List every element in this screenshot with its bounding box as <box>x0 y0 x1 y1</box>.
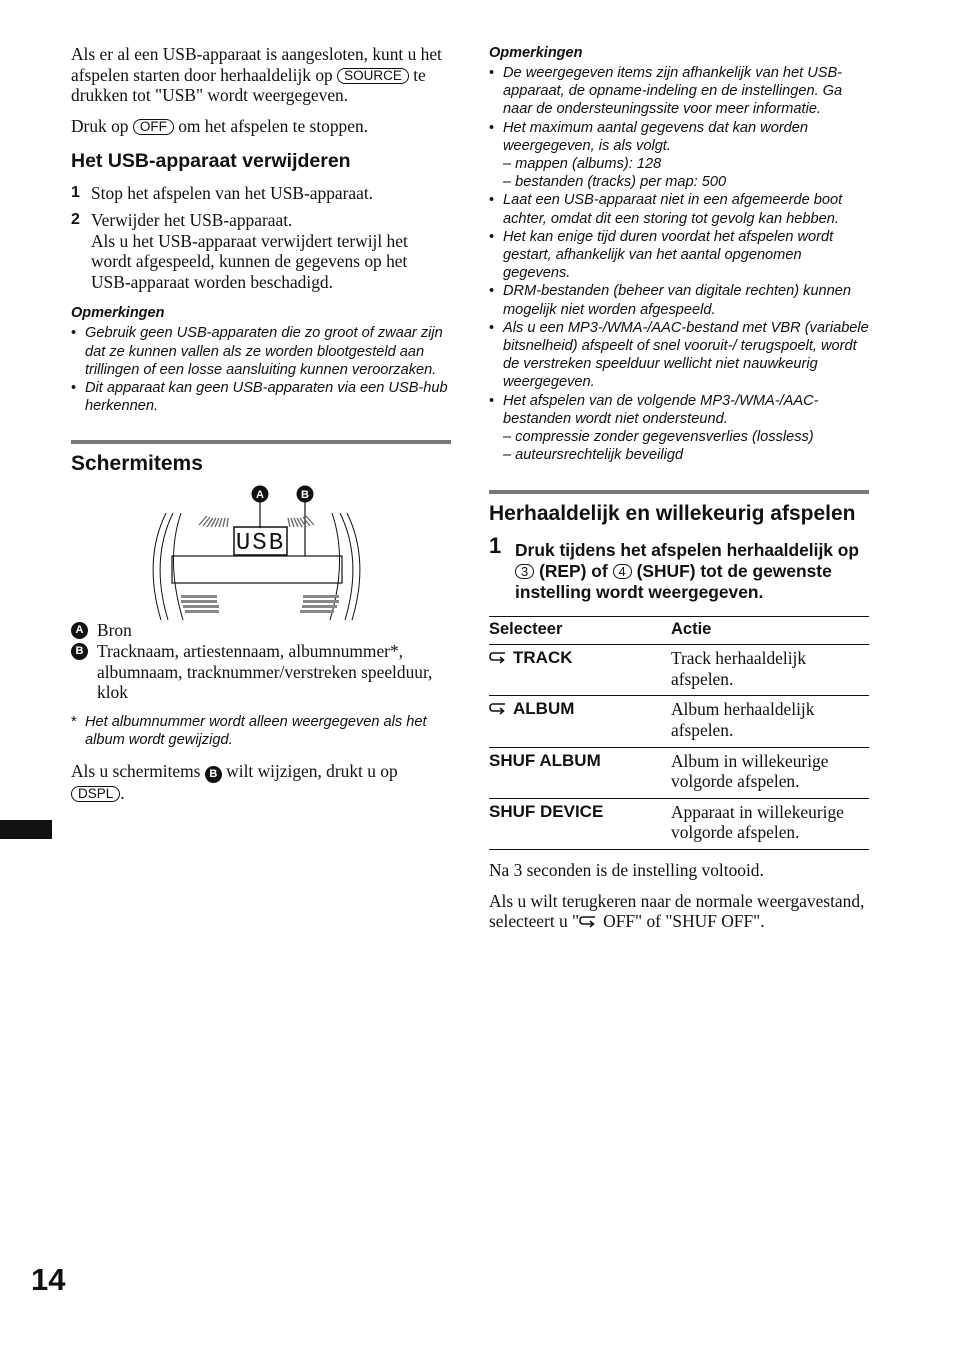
change-text-b: wilt wijzigen, drukt u op <box>226 761 398 782</box>
notes-title: Opmerkingen <box>71 305 165 322</box>
remove-usb-heading: Het USB-apparaat verwijderen <box>71 150 351 173</box>
table-row <box>489 747 869 798</box>
note-subline: – auteursrechtelijk beveiligd <box>503 447 684 464</box>
change-text-end: . <box>120 783 125 804</box>
schermitems-heading: Schermitems <box>71 452 203 476</box>
remove-step-1 <box>71 183 451 204</box>
table-row <box>489 696 869 747</box>
key-4: 4 <box>613 564 632 579</box>
note-subline: – bestanden (tracks) per map: 500 <box>503 174 727 191</box>
select-cell <box>489 645 671 696</box>
step-text-b: (REP) of <box>539 561 608 582</box>
change-items-paragraph <box>71 761 451 804</box>
repeat-shuffle-heading: Herhaaldelijk en willekeurig afspelen <box>489 502 856 526</box>
step-text-c: (SHUF) tot de gewenste instelling wordt weergegeven. <box>515 561 832 602</box>
bezel-left-edge <box>173 513 183 620</box>
return-text-b: OFF" of "SHUF OFF". <box>603 911 765 932</box>
notes-title: Opmerkingen <box>489 45 583 61</box>
note-item <box>489 228 869 283</box>
section-rule <box>489 490 869 494</box>
badge-b-inline: B <box>205 766 222 783</box>
footnote-text: Het albumnummer wordt alleen weergegeven als het album wordt gewijzigd. <box>85 713 427 748</box>
remove-step-2 <box>71 210 451 292</box>
segment-arc-right <box>288 516 314 527</box>
select-cell: SHUF ALBUM <box>489 747 671 798</box>
select-label: ALBUM <box>513 699 575 719</box>
return-text-a: Als u wilt terugkeren naar de normale weergavestand, selecteert u " <box>489 890 865 932</box>
display-legend <box>71 620 451 702</box>
select-cell: SHUF DEVICE <box>489 798 671 849</box>
note-item <box>489 191 869 227</box>
callout-b-label: B <box>301 489 309 502</box>
dspl-key: DSPL <box>71 786 120 802</box>
legend-item-b <box>71 641 451 703</box>
segment-arc-left <box>199 516 228 527</box>
settings-table <box>489 616 869 850</box>
step-number: 2 <box>71 210 80 228</box>
change-text-a: Als u schermitems <box>71 761 201 782</box>
note-subline: – compressie zonder gegevensverlies (lossless) <box>503 429 814 446</box>
repeat-icon <box>489 650 509 664</box>
source-display-text: USB <box>235 530 286 558</box>
note-text: Laat een USB-apparaat niet in een afgemeerde boot achter, omdat dit een storing tot gevolg kan hebben. <box>503 192 843 227</box>
note-text: Het kan enige tijd duren voordat het afspelen wordt gestart, afhankelijk van het aantal opgenomen gegevens. <box>503 228 834 282</box>
repeat-icon <box>489 701 509 715</box>
repeat-icon <box>579 914 599 928</box>
note-item <box>489 64 869 119</box>
callout-a-label: A <box>256 489 264 502</box>
completion-paragraph: Na 3 seconden is de instelling voltooid. <box>489 860 764 880</box>
left-column <box>71 44 451 814</box>
step-text-a: Druk tijdens het afspelen herhaaldelijk op <box>515 540 860 561</box>
bezel-right-edge <box>330 513 340 620</box>
step-number: 1 <box>71 184 80 202</box>
schermitems-section <box>71 440 451 803</box>
key-3: 3 <box>515 564 534 579</box>
table-row <box>489 645 869 696</box>
note-text: Het afspelen van de volgende MP3-/WMA-/AAC-bestanden wordt niet ondersteund. <box>503 392 819 427</box>
off-text-b: om het afspelen te stoppen. <box>178 115 368 136</box>
lower-left-indicators <box>181 595 219 613</box>
remove-notes <box>71 304 451 415</box>
note-item: • Dit apparaat kan geen USB-apparaten via een USB-hub herkennen. <box>71 379 451 415</box>
intro-paragraph-off <box>71 116 451 137</box>
badge-a: A <box>71 622 88 639</box>
page-number: 14 <box>31 1262 66 1297</box>
step-number: 1 <box>489 533 502 559</box>
action-cell: Track herhaaldelijk afspelen. <box>671 645 869 696</box>
action-cell: Album in willekeurige volgorde afspelen. <box>671 747 869 798</box>
intro-text-b: te drukken tot "USB" wordt weergegeven. <box>71 64 426 106</box>
return-paragraph <box>489 891 869 932</box>
footnote-mark: * <box>71 713 77 730</box>
lower-right-indicators <box>300 595 339 613</box>
legend-text: Bron <box>97 620 132 641</box>
legend-text: Tracknaam, artiestennaam, albumnummer*, albumnaam, tracknummer/verstreken speelduur, klok <box>97 640 433 703</box>
intro-text-a: Als er al een USB-apparaat is aangesloten, kunt u het afspelen starten door herhaaldelijk op <box>71 44 442 85</box>
action-cell: Album herhaaldelijk afspelen. <box>671 696 869 747</box>
step-extra-text: Als u het USB-apparaat verwijdert terwijl het wordt afgespeeld, kunnen de gegevens op het USB-apparaat worden beschadigd. <box>91 230 408 292</box>
note-subline: – mappen (albums): 128 <box>503 156 662 173</box>
general-notes <box>489 44 869 464</box>
step-text: Verwijder het USB-apparaat. <box>91 209 293 230</box>
note-text: Als u een MP3-/WMA-/AAC-bestand met VBR (variabele bitsnelheid) afspeelt of snel vooruit-/ terugspoelt, wordt de verstreken speelduur wellicht niet nauwkeurig weergegeven. <box>503 319 869 391</box>
text-field <box>172 556 342 583</box>
badge-b: B <box>71 643 88 660</box>
off-key: OFF <box>133 119 174 135</box>
section-tab-marker <box>0 820 52 839</box>
section-rule <box>71 440 451 444</box>
bezel-left-inner <box>160 513 173 620</box>
column-header-action: Actie <box>671 617 869 645</box>
select-label: TRACK <box>513 648 573 668</box>
note-text: Het maximum aantal gegevens dat kan worden weergegeven, is als volgt. <box>503 119 809 154</box>
intro-paragraph-source <box>71 44 451 106</box>
table-header-row <box>489 617 869 645</box>
note-text: De weergegeven items zijn afhankelijk van het USB-apparaat, de opname-indeling en de instellingen. Ga naar de ondersteuningssite voor meer informatie. <box>503 65 843 118</box>
step-text: Stop het afspelen van het USB-apparaat. <box>91 183 374 204</box>
repeat-step-1 <box>489 533 869 602</box>
right-column <box>489 44 869 942</box>
album-footnote <box>71 713 451 749</box>
action-cell: Apparaat in willekeurige volgorde afspelen. <box>671 798 869 849</box>
table-row <box>489 798 869 849</box>
source-key: SOURCE <box>337 68 409 84</box>
note-item <box>489 392 869 465</box>
note-item <box>489 282 869 318</box>
note-item <box>489 319 869 392</box>
legend-item-a <box>71 620 451 641</box>
note-item <box>489 119 869 192</box>
column-header-select: Selecteer <box>489 617 671 645</box>
select-cell <box>489 696 671 747</box>
note-item: • Gebruik geen USB-apparaten die zo groot of zwaar zijn dat ze kunnen vallen als ze worden blootgesteld aan trillingen of een losse aansluiting kunnen veroorzaken. <box>71 324 451 379</box>
off-text-a: Druk op <box>71 115 129 136</box>
note-text: DRM-bestanden (beheer van digitale rechten) kunnen mogelijk niet worden afgespeeld. <box>503 283 852 318</box>
repeat-shuffle-section <box>489 490 869 931</box>
